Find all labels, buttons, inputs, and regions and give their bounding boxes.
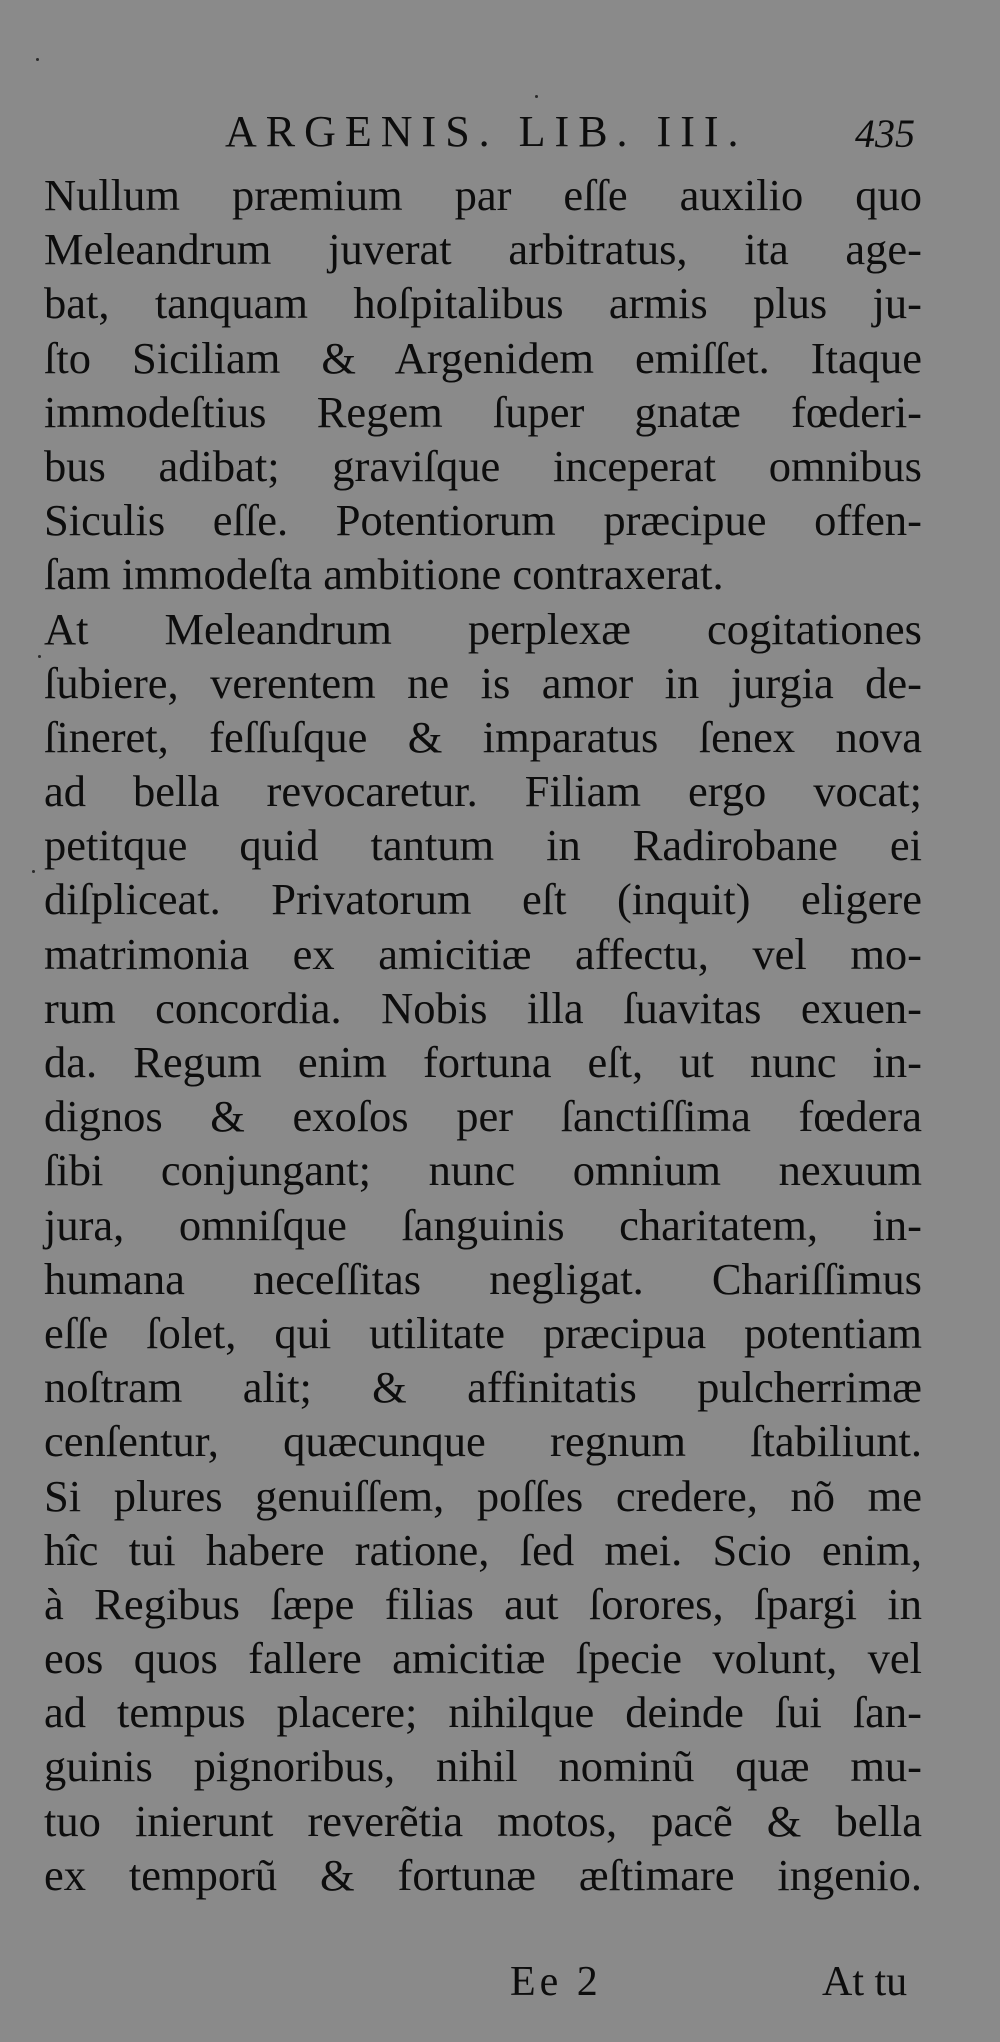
text-line: jura, omniſque ſanguinis charitatem, in- — [44, 1199, 922, 1250]
page-number: 435 — [855, 111, 915, 156]
text-line: ſineret, feſſuſque & imparatus ſenex nova — [44, 711, 922, 762]
signature-mark: Ee 2 — [510, 1959, 602, 2005]
catchword: At tu — [822, 1959, 908, 2005]
text-line: Nullum præmium par eſſe auxilio quo — [44, 170, 922, 220]
text-line: da. Regum enim fortuna eſt, ut nunc in- — [44, 1037, 922, 1087]
text-line: bat, tanquam hoſpitalibus armis plus ju- — [44, 278, 922, 329]
text-line: tuo inierunt reverẽtia motos, pacẽ & bella — [44, 1795, 922, 1846]
text-line: Meleandrum juverat arbitratus, ita age- — [44, 224, 922, 275]
text-line: guinis pignoribus, nihil nominũ quæ mu- — [44, 1741, 922, 1792]
text-line: eos quos fallere amicitiæ ſpecie volunt, vel — [44, 1633, 922, 1684]
margin-speck — [535, 95, 538, 98]
text-line: dignos & exoſos per ſanctiſſima fœdera — [44, 1091, 922, 1142]
text-line: ſto Siciliam & Argenidem emiſſet. Itaque — [44, 332, 922, 383]
text-line: ſam immodeſta ambitione contraxerat. — [44, 549, 724, 600]
text-line: ad bella revocaretur. Filiam ergo vocat; — [44, 766, 922, 817]
text-line: petitque quid tantum in Radirobane ei — [44, 820, 922, 871]
text-line: hîc tui habere ratione, ſed mei. Scio enim, — [44, 1524, 922, 1575]
margin-speck — [36, 58, 39, 61]
text-line: à Regibus ſæpe filias aut ſorores, ſpargi in — [44, 1578, 922, 1629]
text-line: At Meleandrum perplexæ cogitationes — [44, 603, 922, 654]
text-line: matrimonia ex amicitiæ affectu, vel mo- — [44, 928, 922, 979]
text-line: Si plures genuiſſem, poſſes credere, nõ me — [44, 1470, 922, 1521]
margin-speck — [38, 655, 41, 658]
text-line: ſubiere, verentem ne is amor in jurgia de- — [44, 657, 922, 708]
text-line: eſſe ſolet, qui utilitate præcipua potentiam — [44, 1307, 922, 1358]
running-head — [225, 102, 945, 162]
text-line: noſtram alit; & affinitatis pulcherrimæ — [44, 1362, 922, 1413]
text-line: immodeſtius Regem ſuper gnatæ fœderi- — [44, 386, 922, 437]
text-line: cenſentur, quæcunque regnum ſtabiliunt. — [44, 1416, 922, 1467]
text-line: bus adibat; graviſque inceperat omnibus — [44, 440, 922, 491]
text-line: Siculis eſſe. Potentiorum præcipue offen- — [44, 495, 922, 546]
margin-speck — [32, 870, 35, 873]
page-footer — [0, 1952, 1000, 2012]
text-line: diſpliceat. Privatorum eſt (inquit) eligere — [44, 874, 922, 925]
body-text — [44, 168, 922, 1902]
text-line: humana neceſſitas negligat. Chariſſimus — [44, 1253, 922, 1304]
text-line: ad tempus placere; nihilque deinde ſui ſan- — [44, 1687, 922, 1738]
text-line: ſibi conjungant; nunc omnium nexuum — [44, 1145, 922, 1196]
text-line: ex temporũ & fortunæ æſtimare ingenio. — [44, 1849, 922, 1900]
running-title: ARGENIS. LIB. III. — [225, 107, 748, 156]
text-line: rum concordia. Nobis illa ſuavitas exuen- — [44, 982, 922, 1033]
